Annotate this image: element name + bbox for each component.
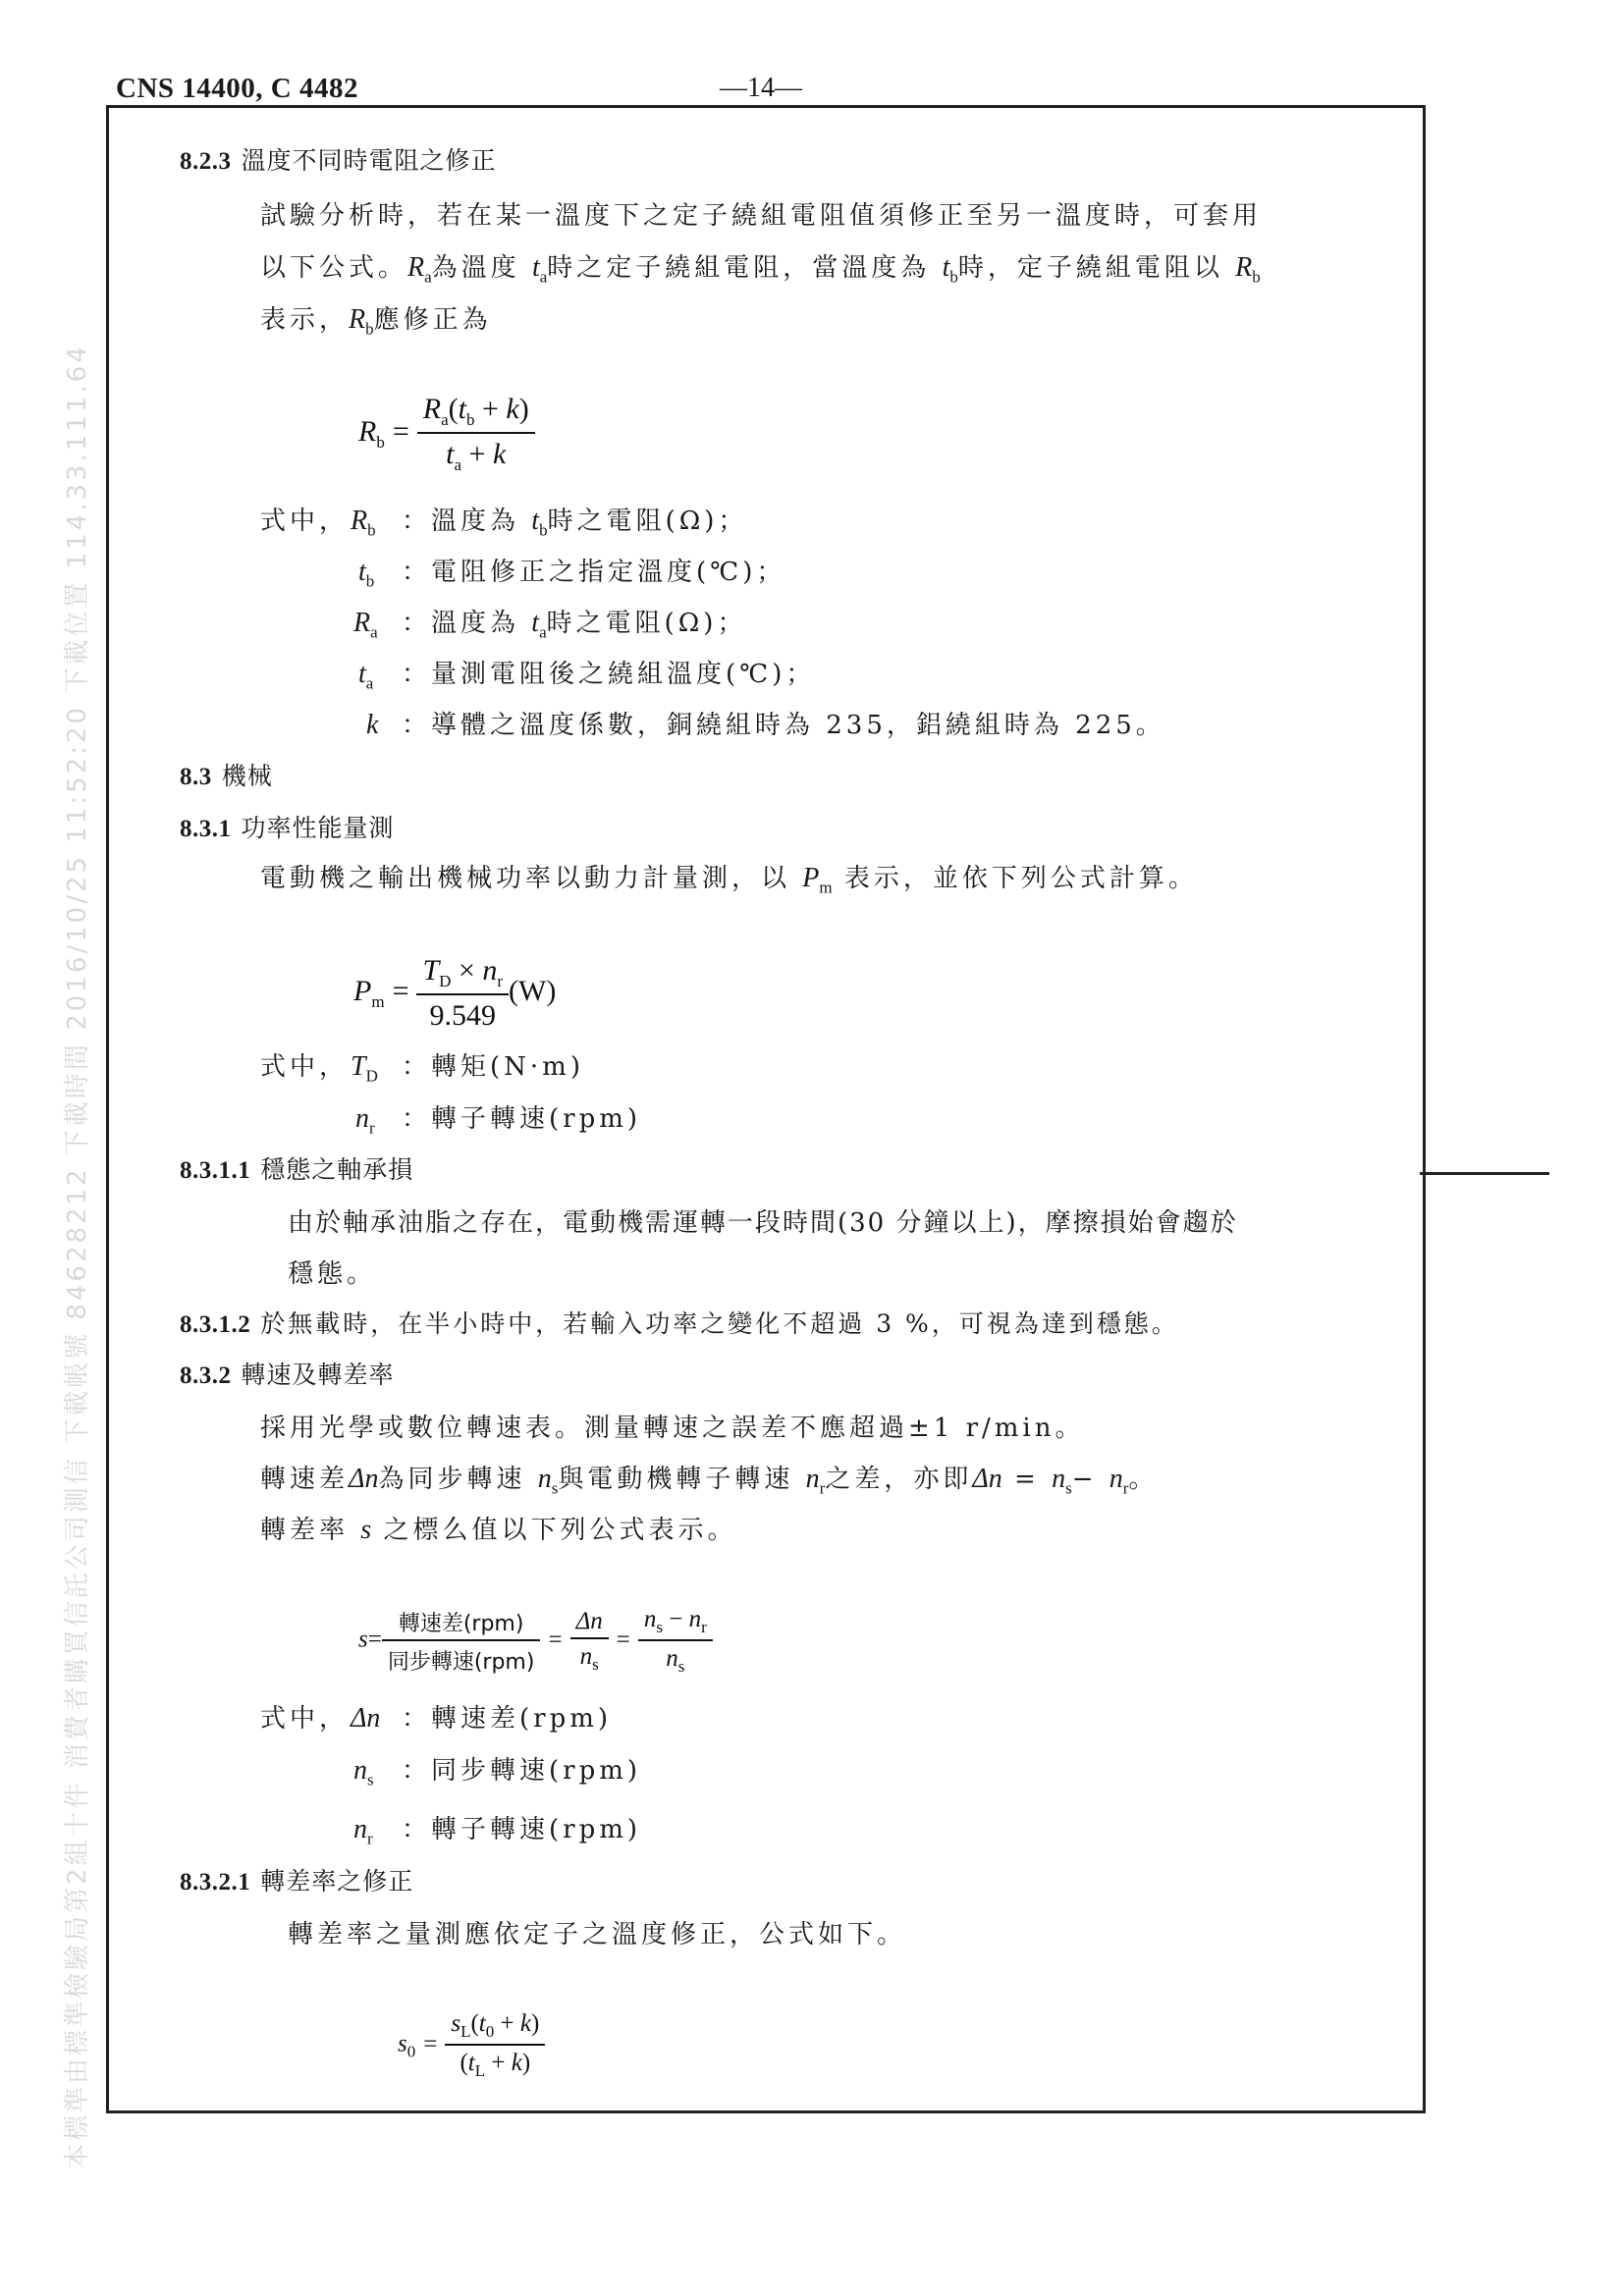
def-ra: $R_a$ ：溫度為 $t_a$時之電阻(Ω)； [353,608,747,642]
def-nr-2: $n_r$ ：轉子轉速(rpm) [353,1814,642,1848]
section-8-2-3-line-2: 以下公式。$R_a$為溫度 $t_a$時之定子繞組電阻，當溫度為 $t_b$時，定子繞組電阻以 $R_b$ [260,252,1261,287]
section-8-3-2-line-1: 採用光學或數位轉速表。測量轉速之誤差不應超過±1 r/min。 [260,1414,1085,1443]
section-8-2-3-heading: 8.2.3 溫度不同時電阻之修正 [180,146,497,175]
def-ta: $t_a$ ：量測電阻後之繞組溫度(℃)； [358,659,816,693]
section-8-3-heading: 8.3 機械 [180,762,273,790]
standard-number: CNS 14400, C 4482 [116,73,358,104]
section-8-3-1-1-line-1: 由於軸承油脂之存在，電動機需運轉一段時間(30 分鐘以上)，摩擦損始會趨於 [288,1208,1238,1238]
section-8-3-2-1-line-1: 轉差率之量測應依定子之溫度修正，公式如下。 [288,1920,907,1949]
section-8-3-2-line-2: 轉速差Δn為同步轉速 $n_s$與電動機轉子轉速 $n_r$之差，亦即$\Delta n = n_s- n_r$。 [260,1464,1159,1498]
formula-slip: s= $\frac{\text{轉速差(rpm)}}{\text{同步轉速(rpm)}}$ = $\frac{\Delta n}{n_s}$ = $\frac{n_s - n_r}{n_s}$ [358,1606,713,1677]
section-8-3-2-heading: 8.3.2 轉速及轉差率 [180,1361,395,1389]
def-tb: $t_b$ ：電阻修正之指定溫度(℃)； [358,557,786,591]
formula-rb: $R_b$ = $\frac{R_a(t_b + k)}{t_a + k}$ [358,393,535,475]
formula-s0: $s_0$ = $\frac{s_L(t_0 + k)}{(t_L + k)}$ [398,2010,545,2081]
section-8-2-3-line-1: 試驗分析時，若在某一溫度下之定子繞組電阻值須修正至另一溫度時，可套用 [260,201,1263,231]
download-watermark: 本標準由標準檢驗局第2組十件 消費者購買信託公司測信 下載帳號 84628212 下載時間 2016/10/25 11:52:20 下載位置 114.33.111.64 [63,344,92,2169]
def-k: k ：導體之溫度係數，銅繞組時為 235，鋁繞組時為 225。 [366,710,1165,740]
section-8-3-1-1-line-2: 穩態。 [288,1259,377,1289]
def-td: $T_D$ ：轉矩(N·m) [351,1051,584,1086]
def-rb: $R_b$ ：溫度為 $t_b$時之電阻(Ω)； [351,506,748,540]
section-8-3-1-1-heading: 8.3.1.1 穩態之軸承損 [180,1155,414,1184]
page-number: —14— [720,73,802,103]
section-8-3-2-line-3: 轉差率 s 之標么值以下列公式表示。 [260,1515,737,1545]
section-8-2-3-line-3: 表示，$R_b$應修正為 [260,304,492,339]
formula-pm: $P_m$ = $\frac{T_D \times n_r}{9.549}$ (W) [353,954,557,1032]
where-label-2: 式中， [260,1052,350,1082]
section-8-3-2-1-heading: 8.3.2.1 轉差率之修正 [180,1867,414,1896]
content-frame [106,108,1426,2113]
def-delta-n: Δn ：轉速差(rpm) [351,1703,613,1734]
section-8-3-1-line-1: 電動機之輸出機械功率以動力計量測，以 $P_m$ 表示，並依下列公式計算。 [260,863,1198,897]
side-margin-mark [1420,1172,1549,1175]
where-label-3: 式中， [260,1704,350,1734]
def-nr: $n_r$ ：轉子轉速(rpm) [355,1103,642,1138]
def-ns: $n_s$ ：同步轉速(rpm) [353,1755,642,1789]
section-8-3-1-heading: 8.3.1 功率性能量測 [180,814,395,842]
where-label-1: 式中， [260,507,350,536]
section-8-3-1-2: 8.3.1.2 於無載時，在半小時中，若輸入功率之變化不超過 3 %，可視為達到穩態。 [180,1309,1179,1338]
